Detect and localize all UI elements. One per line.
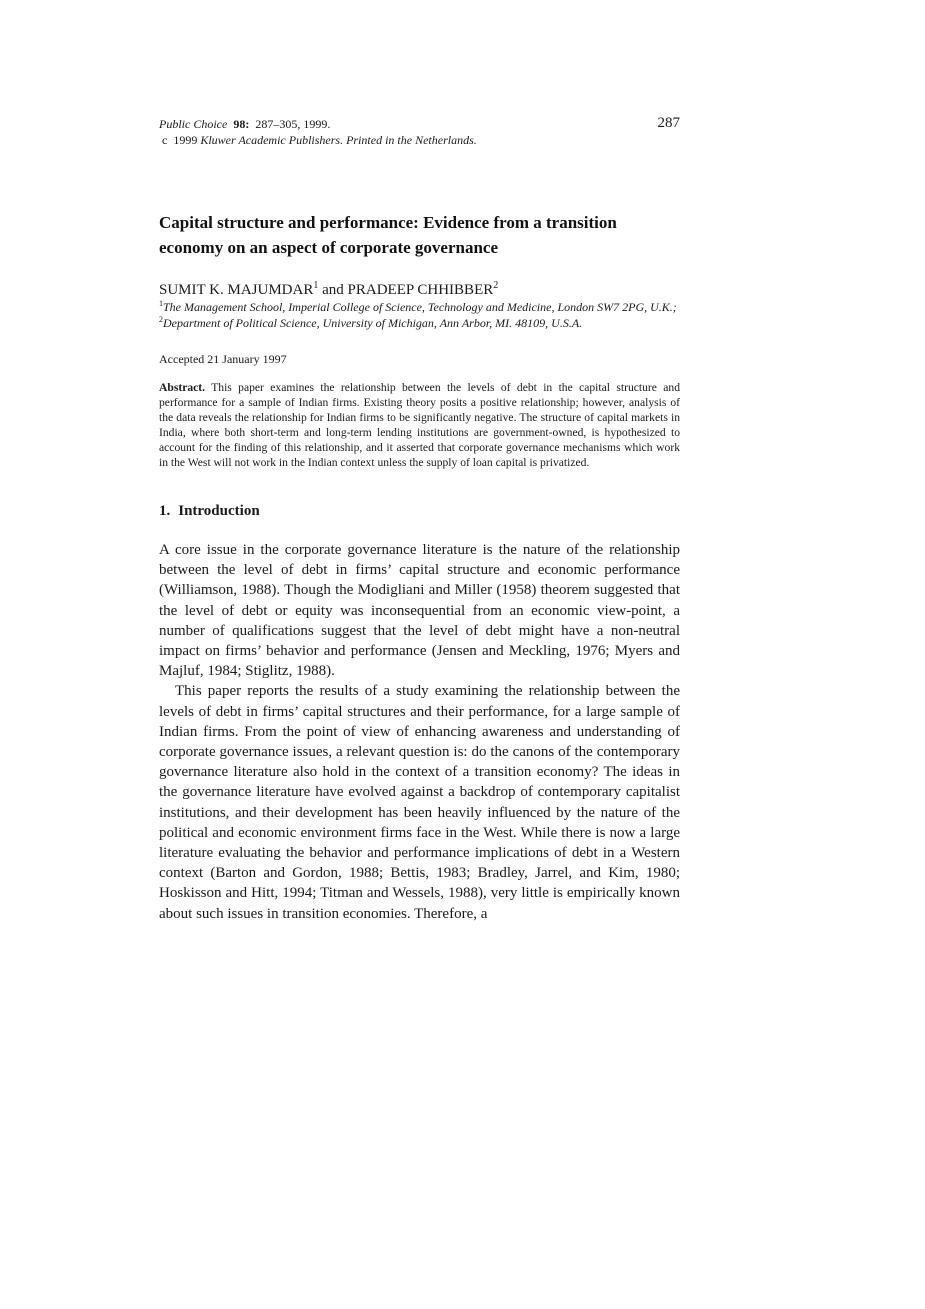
affiliations — [159, 299, 680, 331]
affiliation-marker: 2 — [159, 315, 163, 324]
copyright-notice — [159, 132, 680, 148]
page-number: 287 — [657, 115, 680, 131]
section-heading — [159, 501, 680, 521]
abstract — [159, 380, 680, 470]
paragraph: A core issue in the corporate governance literature is the nature of the relationship between the level of debt in firms’ capital structure and economic performance (Williamson, 1988). Though the Modigliani and Miller (1958) theorem suggested that the level of debt or equity was inconsequential from an economic view-point, a number of qualifications suggest that the level of debt might have a non-neutral impact on firms’ behavior and performance (Jensen and Meckling, 1976; Myers and Majluf, 1984; Stiglitz, 1988). — [159, 542, 680, 680]
journal-pages-year: 287–305, 1999. — [255, 117, 331, 131]
paragraph: This paper reports the results of a study examining the relationship between the levels of debt in firms’ capital structures and their performance, for a large sample of Indian firms. From the point of view of enhancing awareness and understanding of corporate governance issues, a relevant question is: do the canons of the contemporary governance literature also hold in the context of a transition economy? The ideas in the governance literature have evolved against a backdrop of contemporary capitalist institutions, and their development has been heavily influenced by the nature of the political and economic environment firms face in the West. While there is now a large literature evaluating the behavior and performance implications of debt in a Western context (Barton and Gordon, 1988; Bettis, 1983; Bradley, Jarrel, and Kim, 1980; Hoskisson and Hitt, 1994; Titman and Wessels, 1988), very little is empirically known about such issues in transition economies. Therefore, a — [159, 683, 680, 922]
paper-title: Capital structure and performance: Evidence from a transition economy on an aspect of corporate governance — [159, 213, 617, 257]
journal-citation — [159, 116, 680, 132]
author-affiliation-marker: 1 — [313, 280, 319, 291]
section-number: 1. — [159, 503, 171, 519]
paper-page — [159, 116, 680, 924]
abstract-text: This paper examines the relationship between the levels of debt in the capital structure and performance for a sample of Indian firms. Existing theory posits a positive relationship; however, analysis of the data reveals the relationship for Indian firms to be significantly negative. The structure of capital markets in India, where both short-term and long-term lending institutions are government-owned, is hypothesized to account for the finding of this relationship, and it asserted that corporate governance mechanisms which work in the West will not work in the Indian context unless the supply of loan capital is privatized. — [159, 381, 680, 469]
author-list — [159, 281, 680, 299]
copyright-year: 1999 — [173, 133, 198, 147]
affiliation-marker: 1 — [159, 299, 163, 308]
author-name: SUMIT K. MAJUMDAR — [159, 282, 314, 298]
author-affiliation-marker: 2 — [493, 280, 499, 291]
section-title: Introduction — [178, 503, 260, 519]
running-header — [159, 116, 680, 152]
accepted-date: Accepted 21 January 1997 — [159, 352, 287, 366]
affiliation-text: Department of Political Science, University of Michigan, Ann Arbor, MI. 48109, U.S.A. — [163, 316, 583, 330]
affiliation-text: The Management School, Imperial College of Science, Technology and Medicine, London SW7 2PG, U.K.; — [163, 300, 677, 314]
author-conjunction: and — [318, 282, 348, 298]
journal-name: Public Choice — [159, 117, 228, 131]
abstract-label: Abstract. — [159, 381, 206, 394]
author-name: PRADEEP CHHIBBER — [347, 282, 494, 298]
publisher-name: Kluwer Academic Publishers. Printed in the Netherlands. — [200, 133, 477, 147]
journal-volume: 98: — [233, 117, 250, 131]
section-body — [159, 540, 680, 924]
copyright-symbol: c — [162, 133, 168, 147]
